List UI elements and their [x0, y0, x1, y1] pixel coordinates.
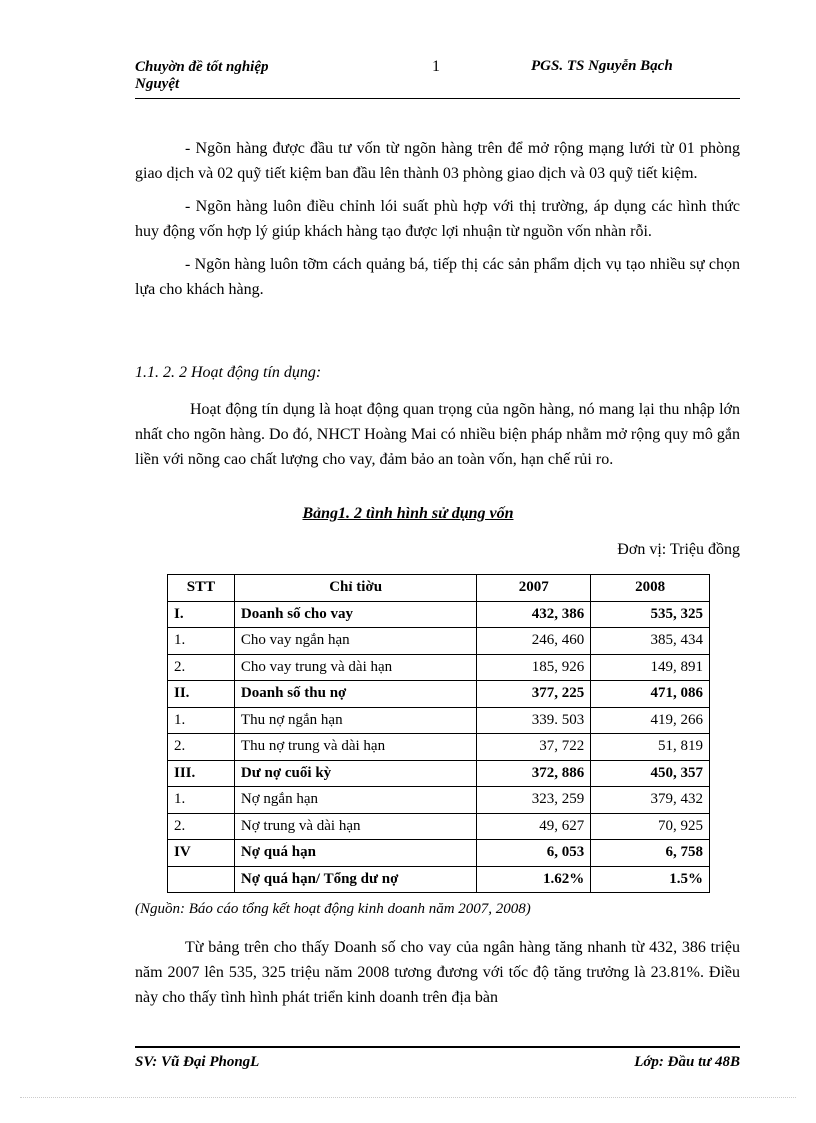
row-value-2007: 323, 259	[477, 787, 591, 814]
table-header-row	[168, 575, 710, 602]
credit-paragraph-block	[135, 397, 740, 472]
table-row	[168, 840, 710, 867]
capital-usage-table	[167, 574, 710, 893]
row-value-2008: 70, 925	[591, 813, 710, 840]
row-stt: IV	[168, 840, 235, 867]
row-value-2008: 6, 758	[591, 840, 710, 867]
row-value-2008: 1.5%	[591, 866, 710, 893]
row-stt: 1.	[168, 628, 235, 655]
table-row	[168, 601, 710, 628]
page-bottom-divider	[20, 1097, 796, 1098]
row-label: Doanh số cho vay	[234, 601, 476, 628]
table-row	[168, 866, 710, 893]
row-label: Nợ ngắn hạn	[234, 787, 476, 814]
row-value-2008: 471, 086	[591, 681, 710, 708]
row-value-2007: 246, 460	[477, 628, 591, 655]
row-value-2008: 419, 266	[591, 707, 710, 734]
bullet-paragraph: - Ngõn hàng luôn điều chỉnh lói suất phù hợp với thị trường, áp dụng các hình thức huy động vốn hợp lý giúp khách hàng tạo được lợi nhuận từ nguồn vốn nhàn rỗi.	[135, 198, 740, 240]
table-source: (Nguồn: Báo cáo tổng kết hoạt động kinh doanh năm 2007, 2008)	[135, 901, 531, 917]
table-row	[168, 813, 710, 840]
intro-bullets	[135, 136, 740, 302]
row-label: Thu nợ trung và dài hạn	[234, 734, 476, 761]
row-label: Thu nợ ngắn hạn	[234, 707, 476, 734]
row-stt: II.	[168, 681, 235, 708]
row-label: Cho vay ngắn hạn	[234, 628, 476, 655]
row-value-2008: 450, 357	[591, 760, 710, 787]
table-row	[168, 628, 710, 655]
row-stt: 2.	[168, 654, 235, 681]
page-footer	[135, 1046, 740, 1078]
row-label: Nợ quá hạn	[234, 840, 476, 867]
row-value-2008: 379, 432	[591, 787, 710, 814]
table-row	[168, 681, 710, 708]
row-value-2008: 149, 891	[591, 654, 710, 681]
row-value-2007: 432, 386	[477, 601, 591, 628]
header-2008: 2008	[591, 575, 710, 602]
row-value-2007: 6, 053	[477, 840, 591, 867]
header-supervisor-continued: Nguyệt	[135, 76, 180, 92]
table-body	[168, 601, 710, 893]
closing-paragraph: Từ bảng trên cho thấy Doanh số cho vay của ngân hàng tăng nhanh từ 432, 386 triệu năm 2007 lên 535, 325 triệu năm 2008 tương đương với tốc độ tăng trưởng là 23.81%. Điều này cho thấy tình hình phát triển kinh doanh trên địa bàn	[135, 939, 740, 1006]
table-row	[168, 760, 710, 787]
header-stt: STT	[168, 575, 235, 602]
row-value-2007: 339. 503	[477, 707, 591, 734]
row-value-2007: 49, 627	[477, 813, 591, 840]
credit-paragraph: Hoạt động tín dụng là hoạt động quan trọng của ngõn hàng, nó mang lại thu nhập lớn nhất cho ngõn hàng. Do đó, NHCT Hoàng Mai có nhiều biện pháp nhằm mở rộng quy mô gắn liền với nõng cao chất lượng cho vay, đảm bảo an toàn vốn, hạn chế rủi ro.	[135, 401, 740, 468]
row-stt: I.	[168, 601, 235, 628]
row-stt: 1.	[168, 787, 235, 814]
header-page-number: 1	[432, 58, 440, 75]
footer-student: SV: Vũ Đại PhongL	[135, 1054, 260, 1070]
row-stt: 2.	[168, 734, 235, 761]
bullet-paragraph: - Ngõn hàng được đầu tư vốn từ ngõn hàng trên để mở rộng mạng lưới từ 01 phòng giao dịch và 02 quỹ tiết kiệm ban đầu lên thành 03 phòng giao dịch và 03 quỹ tiết kiệm.	[135, 140, 740, 182]
row-stt	[168, 866, 235, 893]
row-label: Cho vay trung và dài hạn	[234, 654, 476, 681]
section-heading: 1.1. 2. 2 Hoạt động tín dụng:	[135, 364, 322, 381]
header-thesis-title: Chuyờn đề tốt nghiệp	[135, 59, 269, 75]
header-2007: 2007	[477, 575, 591, 602]
table-row	[168, 734, 710, 761]
header-supervisor: PGS. TS Nguyễn Bạch	[531, 58, 673, 74]
closing-paragraph-block	[135, 935, 740, 1010]
table-unit: Đơn vị: Triệu đồng	[617, 541, 740, 558]
table-title: Bảng1. 2 tình hình sử dụng vốn	[302, 505, 514, 522]
row-value-2007: 377, 225	[477, 681, 591, 708]
table-row	[168, 707, 710, 734]
header-indicator: Chỉ tiờu	[234, 575, 476, 602]
row-value-2007: 372, 886	[477, 760, 591, 787]
row-label: Nợ quá hạn/ Tổng dư nợ	[234, 866, 476, 893]
row-value-2008: 385, 434	[591, 628, 710, 655]
row-value-2007: 185, 926	[477, 654, 591, 681]
table-row	[168, 654, 710, 681]
row-value-2007: 37, 722	[477, 734, 591, 761]
row-value-2008: 535, 325	[591, 601, 710, 628]
footer-class: Lớp: Đầu tư 48B	[634, 1054, 740, 1070]
row-stt: 2.	[168, 813, 235, 840]
row-stt: 1.	[168, 707, 235, 734]
row-label: Doanh số thu nợ	[234, 681, 476, 708]
row-label: Nợ trung và dài hạn	[234, 813, 476, 840]
row-label: Dư nợ cuối kỳ	[234, 760, 476, 787]
row-value-2007: 1.62%	[477, 866, 591, 893]
page-header	[135, 58, 740, 99]
row-stt: III.	[168, 760, 235, 787]
table-row	[168, 787, 710, 814]
bullet-paragraph: - Ngõn hàng luôn tỡm cách quảng bá, tiếp thị các sản phẩm dịch vụ tạo nhiều sự chọn lựa cho khách hàng.	[135, 256, 740, 298]
row-value-2008: 51, 819	[591, 734, 710, 761]
